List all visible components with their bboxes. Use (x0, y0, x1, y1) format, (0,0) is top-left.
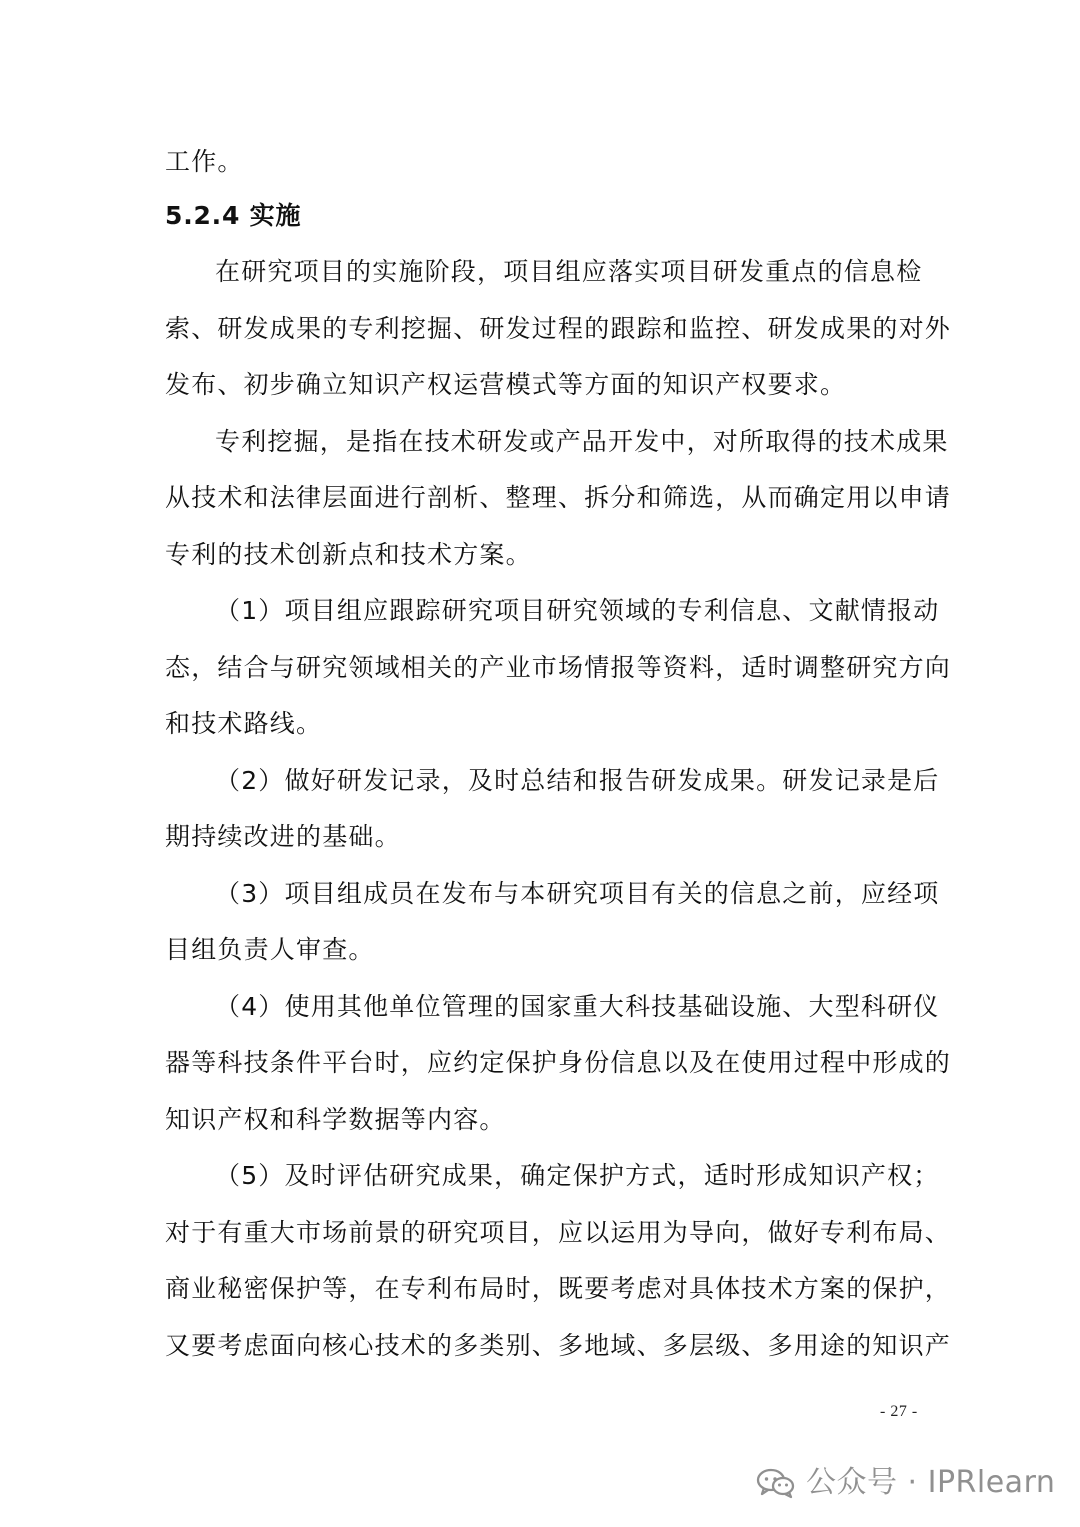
paragraph-line: 专利的技术创新点和技术方案。 (165, 540, 532, 569)
list-item-line: （4）使用其他单位管理的国家重大科技基础设施、大型科研仪 (215, 992, 940, 1021)
list-item-line: （5）及时评估研究成果，确定保护方式，适时形成知识产权； (215, 1161, 940, 1190)
paragraph-line: 工作。 (165, 147, 244, 176)
list-item-line: 又要考虑面向核心技术的多类别、多地域、多层级、多用途的知识产 (165, 1331, 952, 1360)
list-item-line: 器等科技条件平台时，应约定保护身份信息以及在使用过程中形成的 (165, 1048, 952, 1077)
paragraph-line: 专利挖掘，是指在技术研发或产品开发中，对所取得的技术成果 (215, 427, 949, 456)
paragraph-line: 索、研发成果的专利挖掘、研发过程的跟踪和监控、研发成果的对外 (165, 314, 952, 343)
list-item-line: 态，结合与研究领域相关的产业市场情报等资料，适时调整研究方向 (165, 653, 952, 682)
list-item-line: 对于有重大市场前景的研究项目，应以运用为导向，做好专利布局、 (165, 1218, 952, 1247)
list-item-line: 商业秘密保护等，在专利布局时，既要考虑对具体技术方案的保护， (165, 1274, 952, 1303)
list-item-line: （1）项目组应跟踪研究项目研究领域的专利信息、文献情报动 (215, 596, 940, 625)
list-item-line: 期持续改进的基础。 (165, 822, 401, 851)
watermark-text: 公众号 · IPRlearn (806, 1465, 1056, 1500)
list-item-line: 知识产权和科学数据等内容。 (165, 1105, 506, 1134)
section-heading: 5.2.4 实施 (165, 201, 302, 230)
page-number: - 27 - (880, 1403, 918, 1420)
paragraph-line: 从技术和法律层面进行剖析、整理、拆分和筛选，从而确定用以申请 (165, 483, 952, 512)
paragraph-line: 在研究项目的实施阶段，项目组应落实项目研发重点的信息检 (215, 257, 923, 286)
watermark (756, 1458, 1056, 1508)
list-item-line: （2）做好研发记录，及时总结和报告研发成果。研发记录是后 (215, 766, 940, 795)
paragraph-line: 发布、初步确立知识产权运营模式等方面的知识产权要求。 (165, 370, 847, 399)
list-item-line: 和技术路线。 (165, 709, 323, 738)
wechat-icon (756, 1467, 796, 1499)
list-item-line: 目组负责人审查。 (165, 935, 375, 964)
list-item-line: （3）项目组成员在发布与本研究项目有关的信息之前，应经项 (215, 879, 940, 908)
